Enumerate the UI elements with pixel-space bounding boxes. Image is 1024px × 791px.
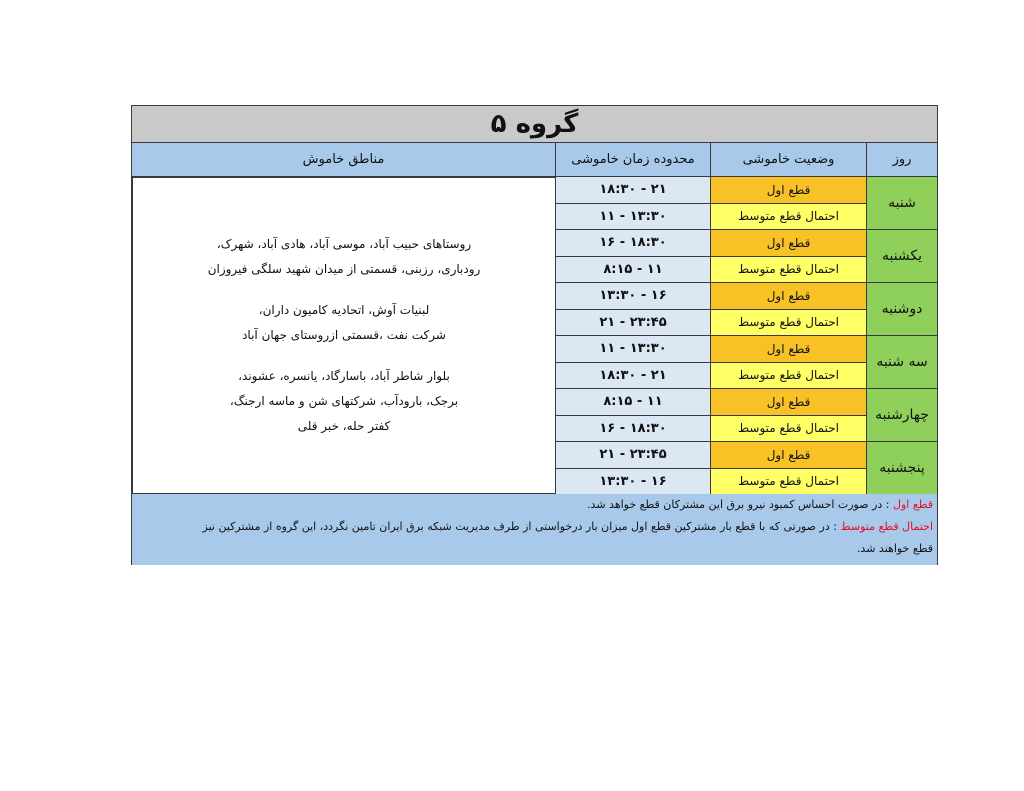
area-line: کفتر حله، خبر قلی bbox=[297, 419, 391, 433]
status-first-cut: قطع اول bbox=[710, 177, 866, 204]
time-range-cell: ۱۶ - ۱۳:۳۰ bbox=[555, 469, 710, 496]
status-first-cut: قطع اول bbox=[710, 336, 866, 363]
time-range-cell: ۲۱ - ۱۸:۳۰ bbox=[555, 177, 710, 204]
status-first-cut: قطع اول bbox=[710, 442, 866, 469]
header-time-range: محدوده زمان خاموشی bbox=[555, 143, 710, 177]
area-line: برجک، بارودآب، شرکتهای شن و ماسه ارجنگ، bbox=[229, 394, 459, 408]
area-line: روستاهای حبیب آباد، موسی آباد، هادی آباد، شهرک، bbox=[216, 237, 472, 251]
day-cell: چهارشنبه bbox=[866, 389, 937, 442]
area-group-1 bbox=[208, 232, 481, 282]
header-status: وضعیت خاموشی bbox=[710, 143, 866, 177]
time-range-cell: ۲۳:۴۵ - ۲۱ bbox=[555, 310, 710, 337]
areas-list bbox=[132, 177, 556, 494]
area-line: لبنیات آوش، اتحادیه کامیون داران، bbox=[258, 303, 430, 317]
day-cell: یکشنبه bbox=[866, 230, 937, 283]
schedule-table bbox=[131, 105, 938, 565]
time-range-cell: ۱۶ - ۱۳:۳۰ bbox=[555, 283, 710, 310]
status-first-cut: قطع اول bbox=[710, 230, 866, 257]
note-first-cut bbox=[136, 494, 933, 516]
status-mid-cut: احتمال قطع متوسط bbox=[710, 257, 866, 284]
day-cell: شنبه bbox=[866, 177, 937, 230]
area-group-2 bbox=[242, 298, 446, 348]
status-mid-cut: احتمال قطع متوسط bbox=[710, 363, 866, 390]
status-mid-cut: احتمال قطع متوسط bbox=[710, 416, 866, 443]
time-range-cell: ۲۳:۴۵ - ۲۱ bbox=[555, 442, 710, 469]
legend-notes bbox=[132, 494, 937, 565]
header-areas: مناطق خاموش bbox=[132, 143, 555, 177]
area-line: رودباری، رزبنی، قسمتی از میدان شهید سلگی فیروزان bbox=[207, 262, 481, 276]
time-range-cell: ۲۱ - ۱۸:۳۰ bbox=[555, 363, 710, 390]
areas-panel bbox=[132, 177, 555, 494]
note-first-label: قطع اول bbox=[893, 498, 933, 511]
status-mid-cut: احتمال قطع متوسط bbox=[710, 310, 866, 337]
note-mid-cut bbox=[136, 516, 933, 538]
area-line: بلوار شاطر آباد، باسارگاد، یانسره، عشوند، bbox=[238, 369, 450, 383]
day-cell: پنجشنبه bbox=[866, 442, 937, 495]
note-mid-label: احتمال قطع متوسط bbox=[840, 520, 933, 533]
header-day: روز bbox=[866, 143, 937, 177]
status-first-cut: قطع اول bbox=[710, 389, 866, 416]
time-range-cell: ۱۸:۳۰ - ۱۶ bbox=[555, 230, 710, 257]
note-mid-text: : در صورتی که با قطع بار مشترکین قطع اول میزان بار درخواستی از طرف مدیریت شبکه برق ایران تامین نگردد، این گروه از مشترکین نیز bbox=[202, 520, 841, 533]
time-range-cell: ۱۳:۳۰ - ۱۱ bbox=[555, 336, 710, 363]
time-range-cell: ۱۱ - ۸:۱۵ bbox=[555, 389, 710, 416]
note-first-text: : در صورت احساس کمبود نیرو برق این مشترکان قطع خواهد شد. bbox=[587, 498, 893, 511]
status-mid-cut: احتمال قطع متوسط bbox=[710, 469, 866, 496]
time-range-cell: ۱۳:۳۰ - ۱۱ bbox=[555, 204, 710, 231]
day-cell: سه شنبه bbox=[866, 336, 937, 389]
note-mid-cut-cont: قطع خواهند شد. bbox=[856, 542, 933, 555]
area-group-3 bbox=[230, 364, 458, 439]
status-first-cut: قطع اول bbox=[710, 283, 866, 310]
day-cell: دوشنبه bbox=[866, 283, 937, 336]
area-line: شرکت نفت ،قسمتی ازروستای جهان آباد bbox=[242, 328, 446, 342]
status-mid-cut: احتمال قطع متوسط bbox=[710, 204, 866, 231]
time-range-cell: ۱۱ - ۸:۱۵ bbox=[555, 257, 710, 284]
page-title: گروه ۵ bbox=[132, 106, 937, 143]
time-range-cell: ۱۸:۳۰ - ۱۶ bbox=[555, 416, 710, 443]
